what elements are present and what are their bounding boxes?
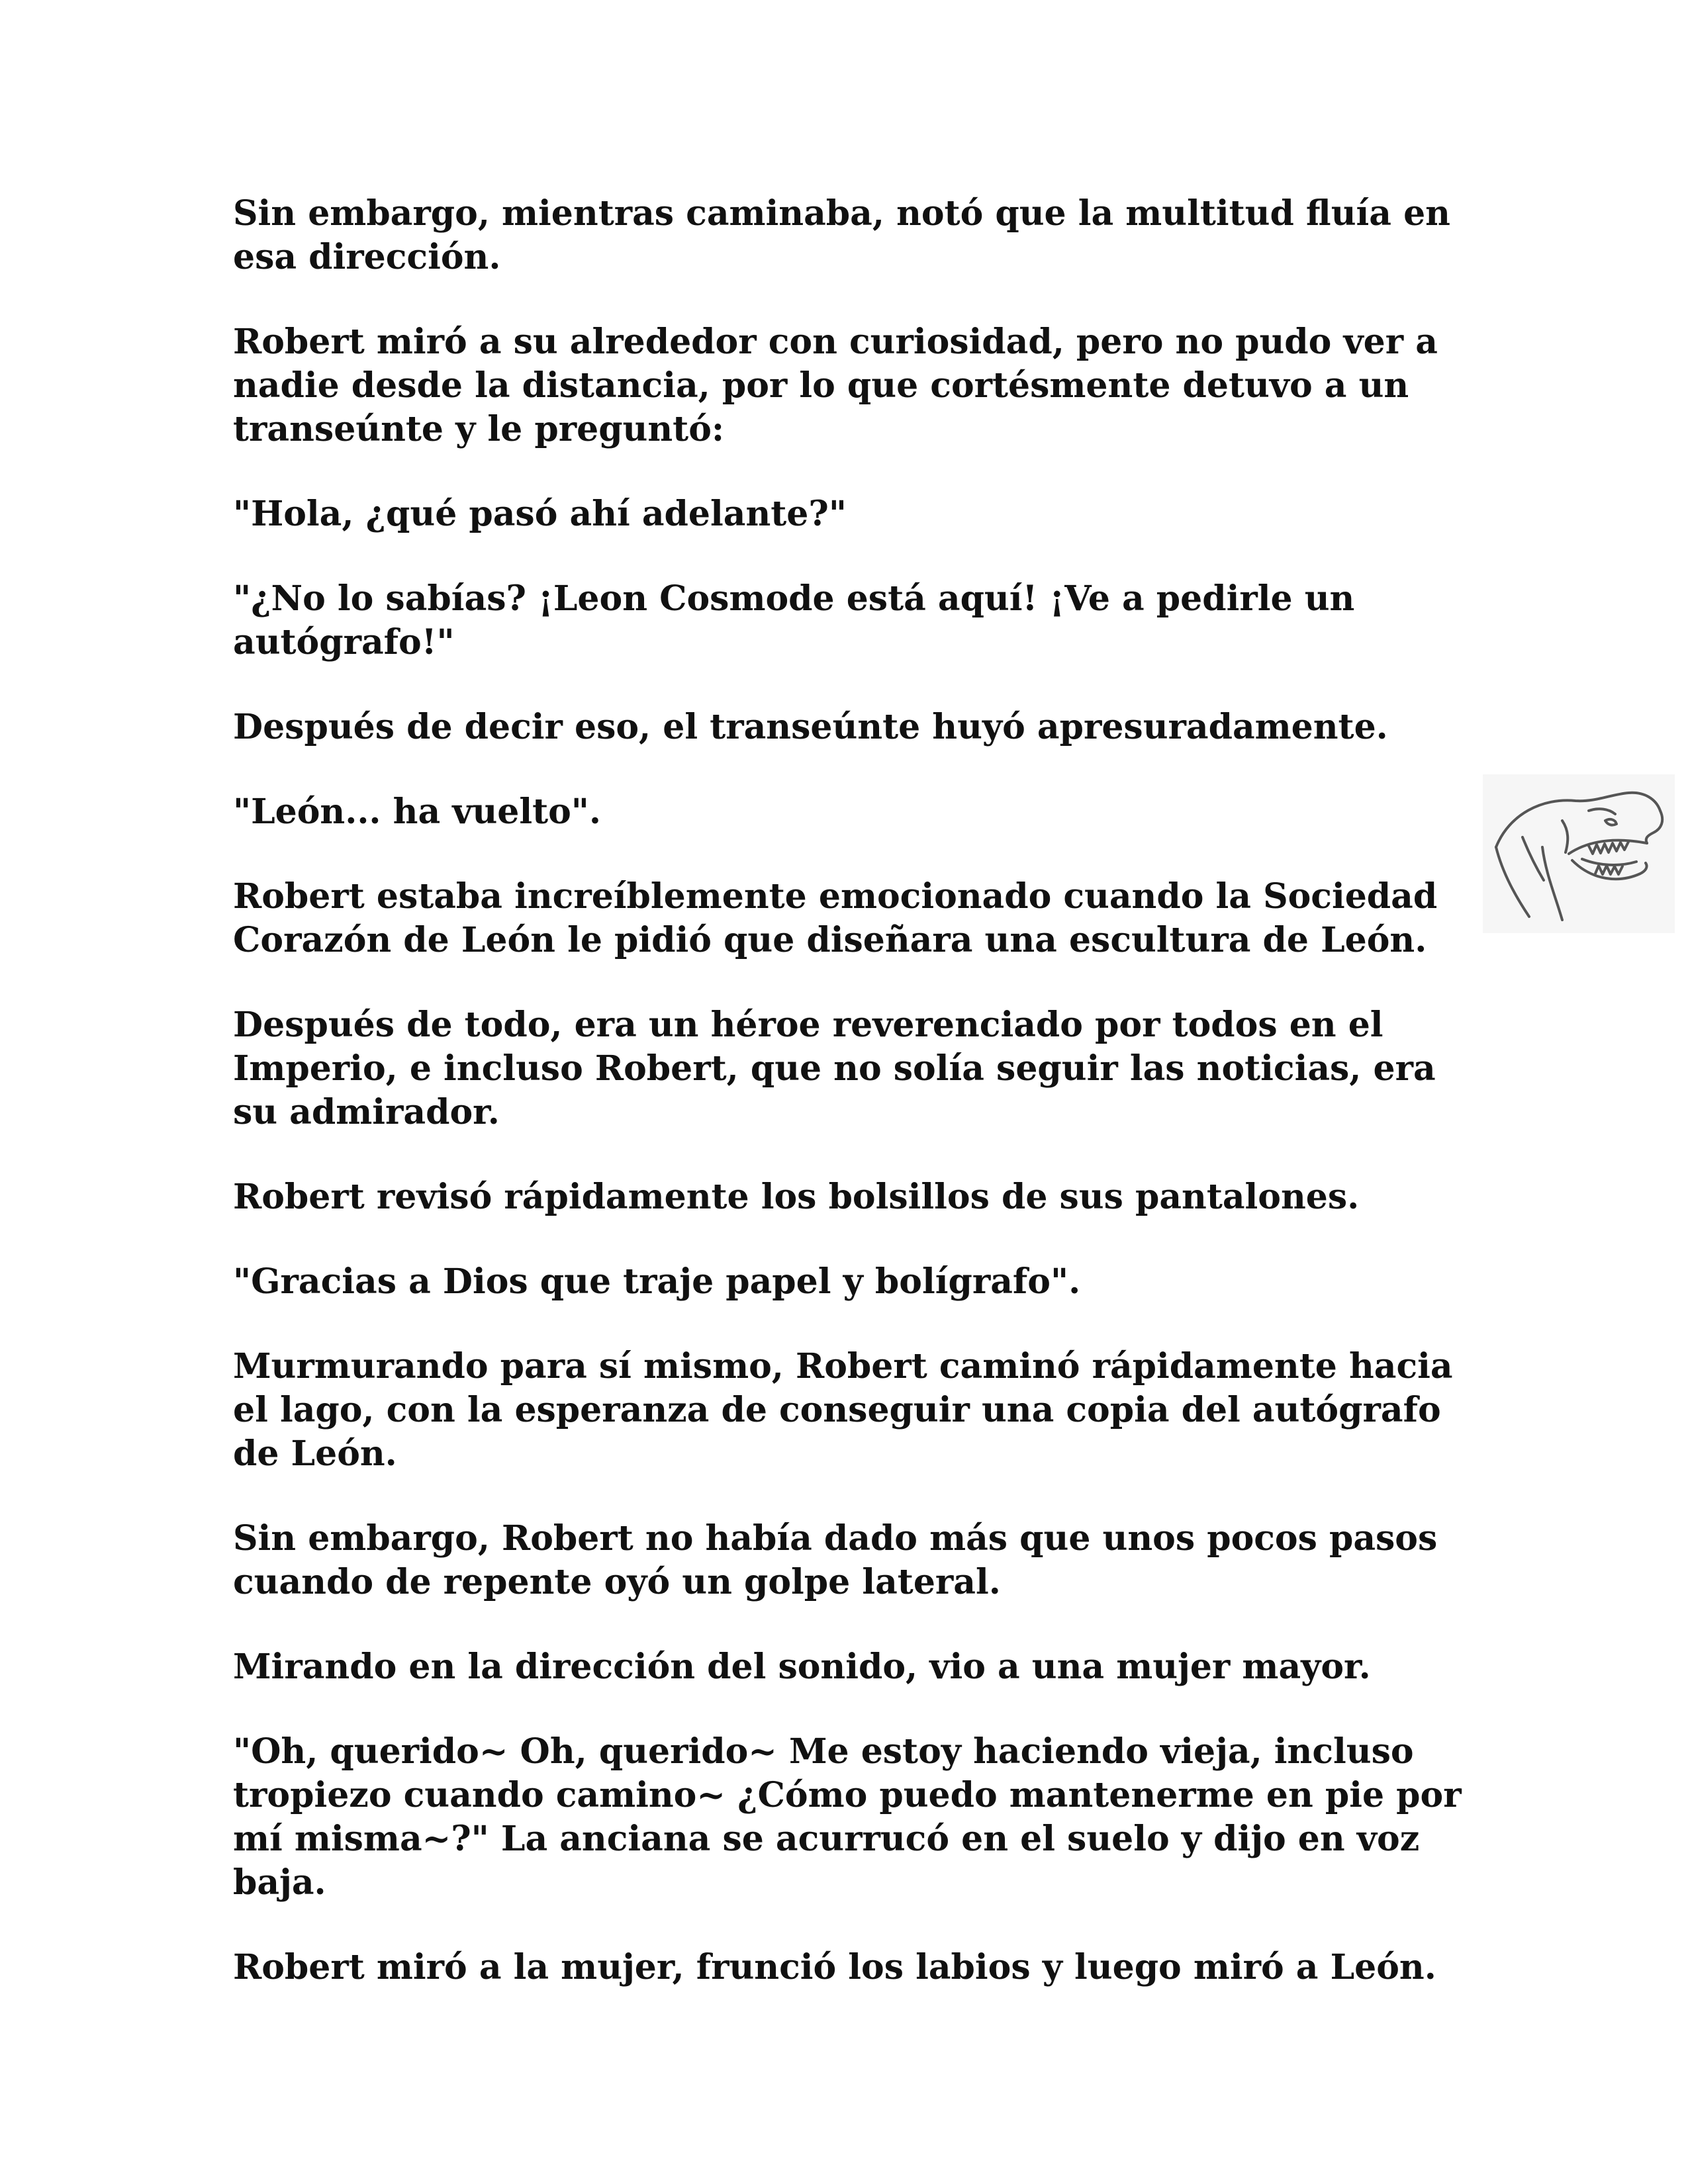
- paragraph: Sin embargo, Robert no había dado más que unos pocos pasos cuando de repente oyó un golpe lateral.: [233, 1518, 1438, 1602]
- paragraph: "¿No lo sabías? ¡Leon Cosmode está aquí! ¡Ve a pedirle un autógrafo!": [233, 578, 1355, 662]
- paragraph: "Gracias a Dios que traje papel y bolígrafo".: [233, 1261, 1081, 1302]
- paragraph: Robert revisó rápidamente los bolsillos de sus pantalones.: [233, 1177, 1360, 1217]
- paragraph: "Hola, ¿qué pasó ahí adelante?": [233, 494, 847, 534]
- paragraph: Robert miró a la mujer, frunció los labios y luego miró a León.: [233, 1947, 1436, 1987]
- paragraph: Después de todo, era un héroe reverenciado por todos en el Imperio, e incluso Robert, que no solía seguir las noticias, era su admirador.: [233, 1005, 1436, 1132]
- paragraph: Robert miró a su alrededor con curiosidad, pero no pudo ver a nadie desde la distancia, por lo que cortésmente detuvo a un transeúnte y le preguntó:: [233, 322, 1438, 449]
- paragraph: Murmurando para sí mismo, Robert caminó rápidamente hacia el lago, con la esperanza de conseguir una copia del autógrafo de León.: [233, 1346, 1453, 1474]
- paragraph: Robert estaba increíblemente emocionado cuando la Sociedad Corazón de León le pidió que diseñara una escultura de León.: [233, 876, 1438, 960]
- paragraph: Sin embargo, mientras caminaba, notó que la multitud fluía en esa dirección.: [233, 193, 1450, 277]
- paragraph: Después de decir eso, el transeúnte huyó apresuradamente.: [233, 707, 1388, 747]
- paragraph: Mirando en la dirección del sonido, vio a una mujer mayor.: [233, 1647, 1371, 1687]
- dinosaur-head-icon: [1483, 774, 1675, 933]
- document-body: [233, 192, 1491, 2030]
- paragraph: "Oh, querido~ Oh, querido~ Me estoy haciendo vieja, incluso tropiezo cuando camino~ ¿Cómo puedo mantenerme en pie por mí misma~?" La anciana se acurrucó en el suelo y dijo en voz baja.: [233, 1731, 1462, 1903]
- paragraph: "León... ha vuelto".: [233, 792, 602, 832]
